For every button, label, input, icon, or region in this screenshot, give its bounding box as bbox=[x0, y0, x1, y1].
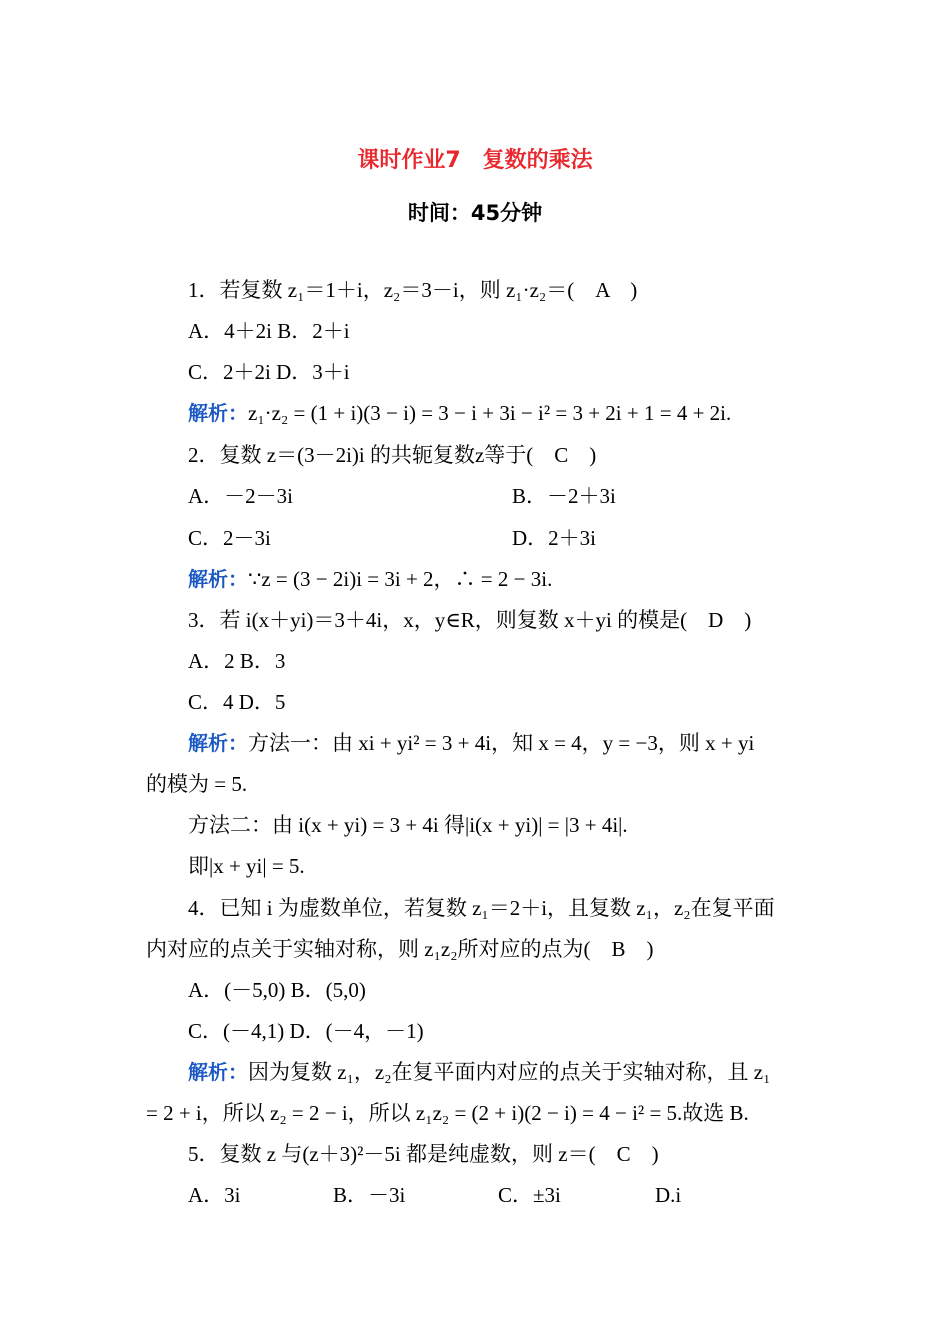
q4-solution bbox=[188, 1058, 770, 1086]
q5-stem: 5．复数 z 与(z＋3)²－5i 都是纯虚数，则 z＝( C ) bbox=[188, 1142, 659, 1166]
q2-option-a: A．－2－3i bbox=[188, 484, 293, 508]
time-limit: 时间：45分钟 bbox=[407, 201, 543, 225]
q5-option-b: B．－3i bbox=[333, 1183, 406, 1207]
solution-text: z₁·z₂ = (1 + i)(3 − i) = 3 − i + 3i − i² = 3 + 2i + 1 = 4 + 2i. bbox=[248, 401, 732, 425]
q5-option-d: D.i bbox=[655, 1183, 682, 1207]
solution-label: 解析： bbox=[188, 731, 248, 755]
q4-options-cd: C．(－4,1) D．(－4，－1) bbox=[188, 1019, 424, 1043]
q2-option-b: B．－2＋3i bbox=[512, 484, 616, 508]
q3-options-cd: C．4 D．5 bbox=[188, 690, 286, 714]
solution-text: 因为复数 z₁，z₂在复平面内对应的点关于实轴对称，且 z₁ bbox=[248, 1060, 771, 1084]
q1-solution bbox=[188, 399, 731, 427]
q5-option-a: A．3i bbox=[188, 1183, 241, 1207]
q3-options-ab: A．2 B．3 bbox=[188, 649, 286, 673]
q4-options-ab: A．(－5,0) B．(5,0) bbox=[188, 978, 366, 1002]
solution-label: 解析： bbox=[188, 401, 248, 425]
q4-stem: 4．已知 i 为虚数单位，若复数 z₁＝2＋i，且复数 z₁，z₂在复平面 bbox=[188, 896, 775, 920]
solution-label: 解析： bbox=[188, 1060, 248, 1084]
q1-options-cd: C．2＋2i D．3＋i bbox=[188, 360, 350, 384]
q2-option-d: D．2＋3i bbox=[512, 526, 596, 550]
solution-text: 方法一：由 xi + yi² = 3 + 4i，知 x = 4，y = −3，则 x + yi bbox=[248, 731, 755, 755]
solution-label: 解析： bbox=[188, 567, 248, 591]
q2-option-c: C．2－3i bbox=[188, 526, 271, 550]
solution-text: ∵z = (3 − 2i)i = 3i + 2，∴ = 2 − 3i. bbox=[248, 567, 553, 591]
q5-options bbox=[188, 1181, 888, 1209]
q3-solution-cont: 的模为 = 5. bbox=[146, 772, 248, 796]
q3-method-two-result: 即|x + yi| = 5. bbox=[188, 854, 305, 878]
q3-solution bbox=[188, 729, 754, 757]
q5-option-c: C．±3i bbox=[498, 1183, 561, 1207]
q4-solution-cont: = 2 + i，所以 z₂ = 2 − i，所以 z₁z₂ = (2 + i)(2 − i) = 4 − i² = 5.故选 B. bbox=[146, 1101, 749, 1125]
page-title: 课时作业7 复数的乘法 bbox=[357, 148, 593, 173]
q4-stem-cont: 内对应的点关于实轴对称，则 z₁z₂所对应的点为( B ) bbox=[146, 937, 654, 961]
q3-method-two: 方法二：由 i(x + yi) = 3 + 4i 得|i(x + yi)| = |3 + 4i|. bbox=[188, 813, 628, 837]
q1-options-ab: A．4＋2i B．2＋i bbox=[188, 319, 350, 343]
q2-options-row2 bbox=[188, 524, 888, 552]
q3-stem: 3．若 i(x＋yi)＝3＋4i，x，y∈R，则复数 x＋yi 的模是( D ) bbox=[188, 608, 752, 632]
q2-solution bbox=[188, 565, 552, 593]
q1-stem: 1．若复数 z₁＝1＋i，z₂＝3－i，则 z₁·z₂＝( A ) bbox=[188, 278, 638, 302]
q2-stem: 2．复数 z＝(3－2i)i 的共轭复数z等于( C ) bbox=[188, 443, 597, 467]
q2-options-row1 bbox=[188, 482, 888, 510]
